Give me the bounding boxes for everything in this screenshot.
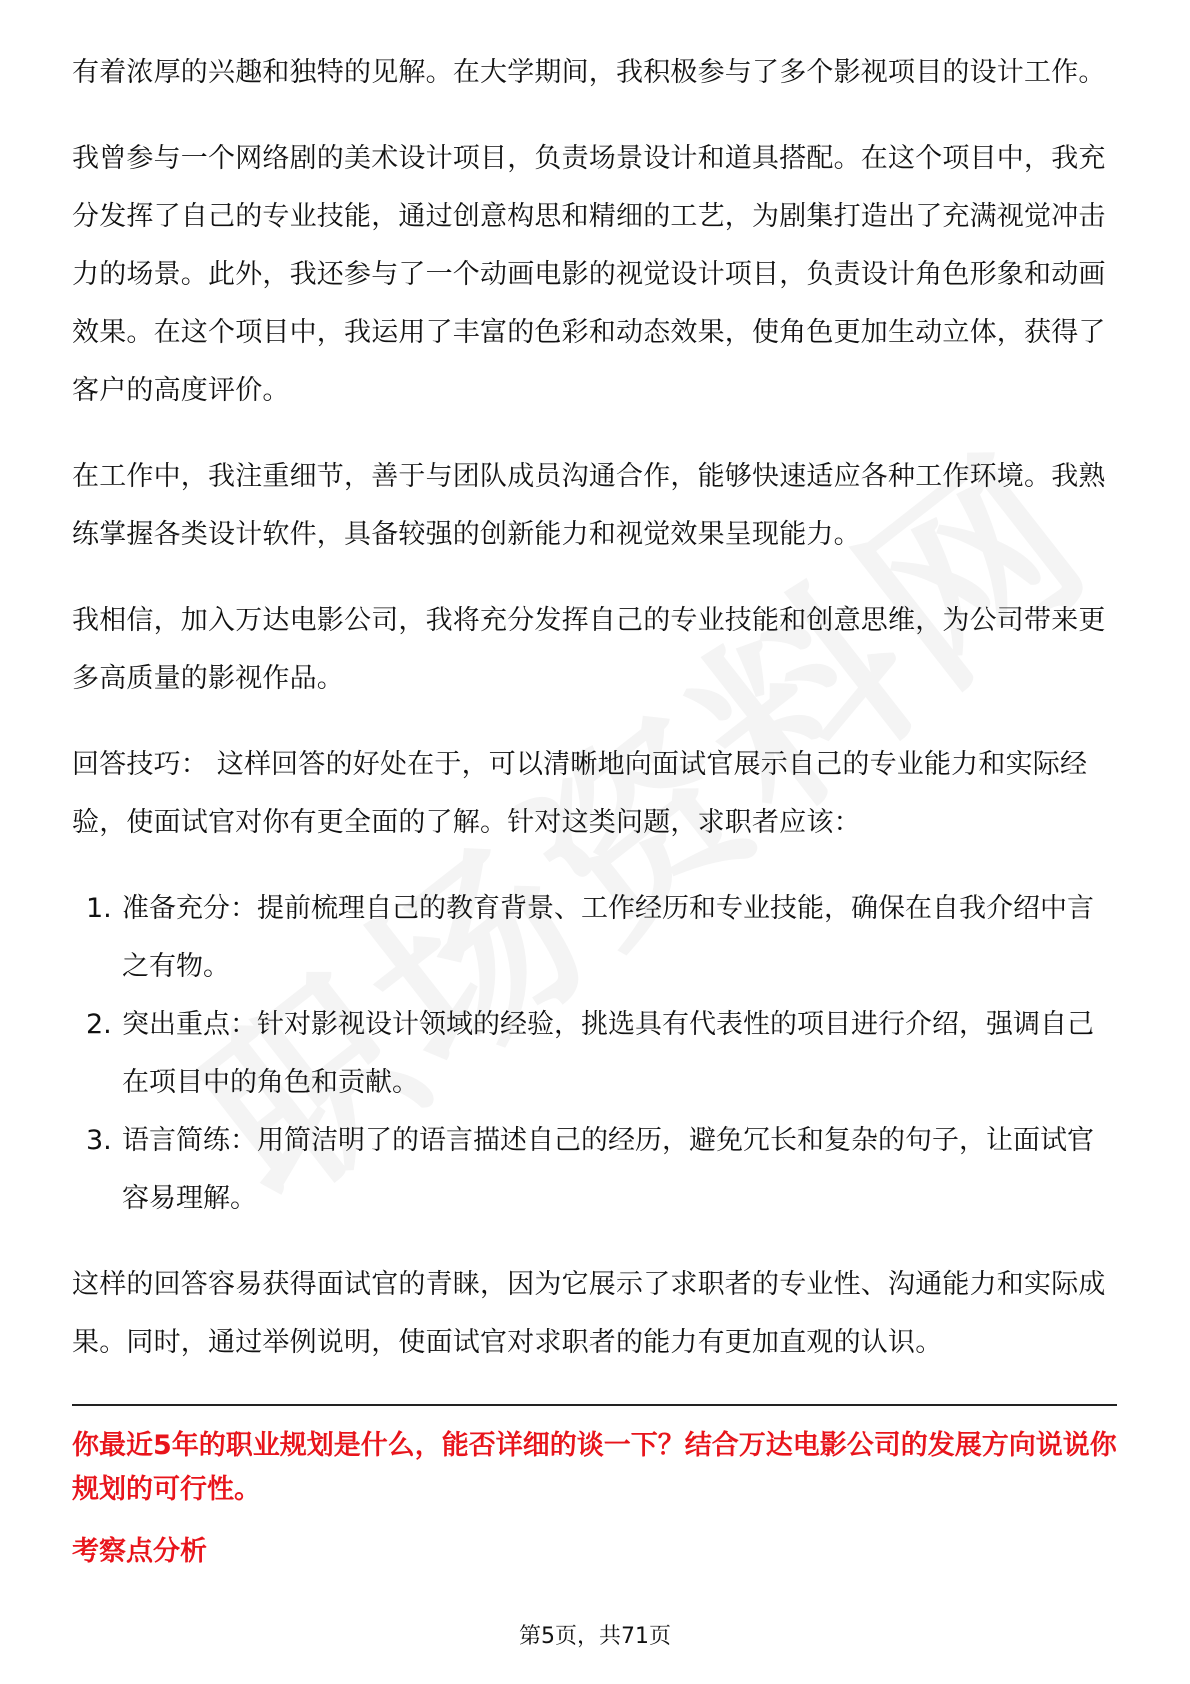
- answer-tips-intro: 回答技巧： 这样回答的好处在于，可以清晰地向面试官展示自己的专业能力和实际经验，使面试官对你有更全面的了解。针对这类问题，求职者应该：: [72, 749, 1088, 838]
- paragraph-3: 在工作中，我注重细节，善于与团队成员沟通合作，能够快速适应各种工作环境。我熟练掌握各类设计软件，具备较强的创新能力和视觉效果呈现能力。: [72, 461, 1106, 550]
- list-item: [72, 996, 1117, 1112]
- document-page: [72, 44, 1117, 1574]
- paragraph-2: 我曾参与一个网络剧的美术设计项目，负责场景设计和道具搭配。在这个项目中，我充分发挥了自己的专业技能，通过创意构思和精细的工艺，为剧集打造出了充满视觉冲击力的场景。此外，我还参与了一个动画电影的视觉设计项目，负责设计角色形象和动画效果。在这个项目中，我运用了丰富的色彩和动态效果，使角色更加生动立体，获得了客户的高度评价。: [72, 143, 1106, 406]
- list-item-number: 2.: [86, 1009, 112, 1040]
- interview-question: 你最近5年的职业规划是什么，能否详细的谈一下？结合万达电影公司的发展方向说说你规划的可行性。: [72, 1430, 1117, 1505]
- list-item-text: 准备充分：提前梳理自己的教育背景、工作经历和专业技能，确保在自我介绍中言之有物。: [122, 893, 1094, 982]
- page-footer: 第5页，共71页: [519, 1624, 671, 1649]
- section-divider: [72, 1404, 1117, 1406]
- list-item: [72, 880, 1117, 996]
- list-item-text: 突出重点：针对影视设计领域的经验，挑选具有代表性的项目进行介绍，强调自己在项目中的角色和贡献。: [122, 1009, 1094, 1098]
- conclusion-paragraph: 这样的回答容易获得面试官的青睐，因为它展示了求职者的专业性、沟通能力和实际成果。同时，通过举例说明，使面试官对求职者的能力有更加直观的认识。: [72, 1269, 1106, 1358]
- list-item: [72, 1112, 1117, 1228]
- list-item-text: 语言简练：用简洁明了的语言描述自己的经历，避免冗长和复杂的句子，让面试官容易理解。: [122, 1125, 1094, 1214]
- tips-list: [72, 880, 1117, 1228]
- section-title: 考察点分析: [72, 1536, 207, 1567]
- list-item-number: 3.: [86, 1125, 112, 1156]
- list-item-number: 1.: [86, 893, 112, 924]
- paragraph-1: 有着浓厚的兴趣和独特的见解。在大学期间，我积极参与了多个影视项目的设计工作。: [72, 57, 1106, 88]
- paragraph-4: 我相信，加入万达电影公司，我将充分发挥自己的专业技能和创意思维，为公司带来更多高质量的影视作品。: [72, 605, 1106, 694]
